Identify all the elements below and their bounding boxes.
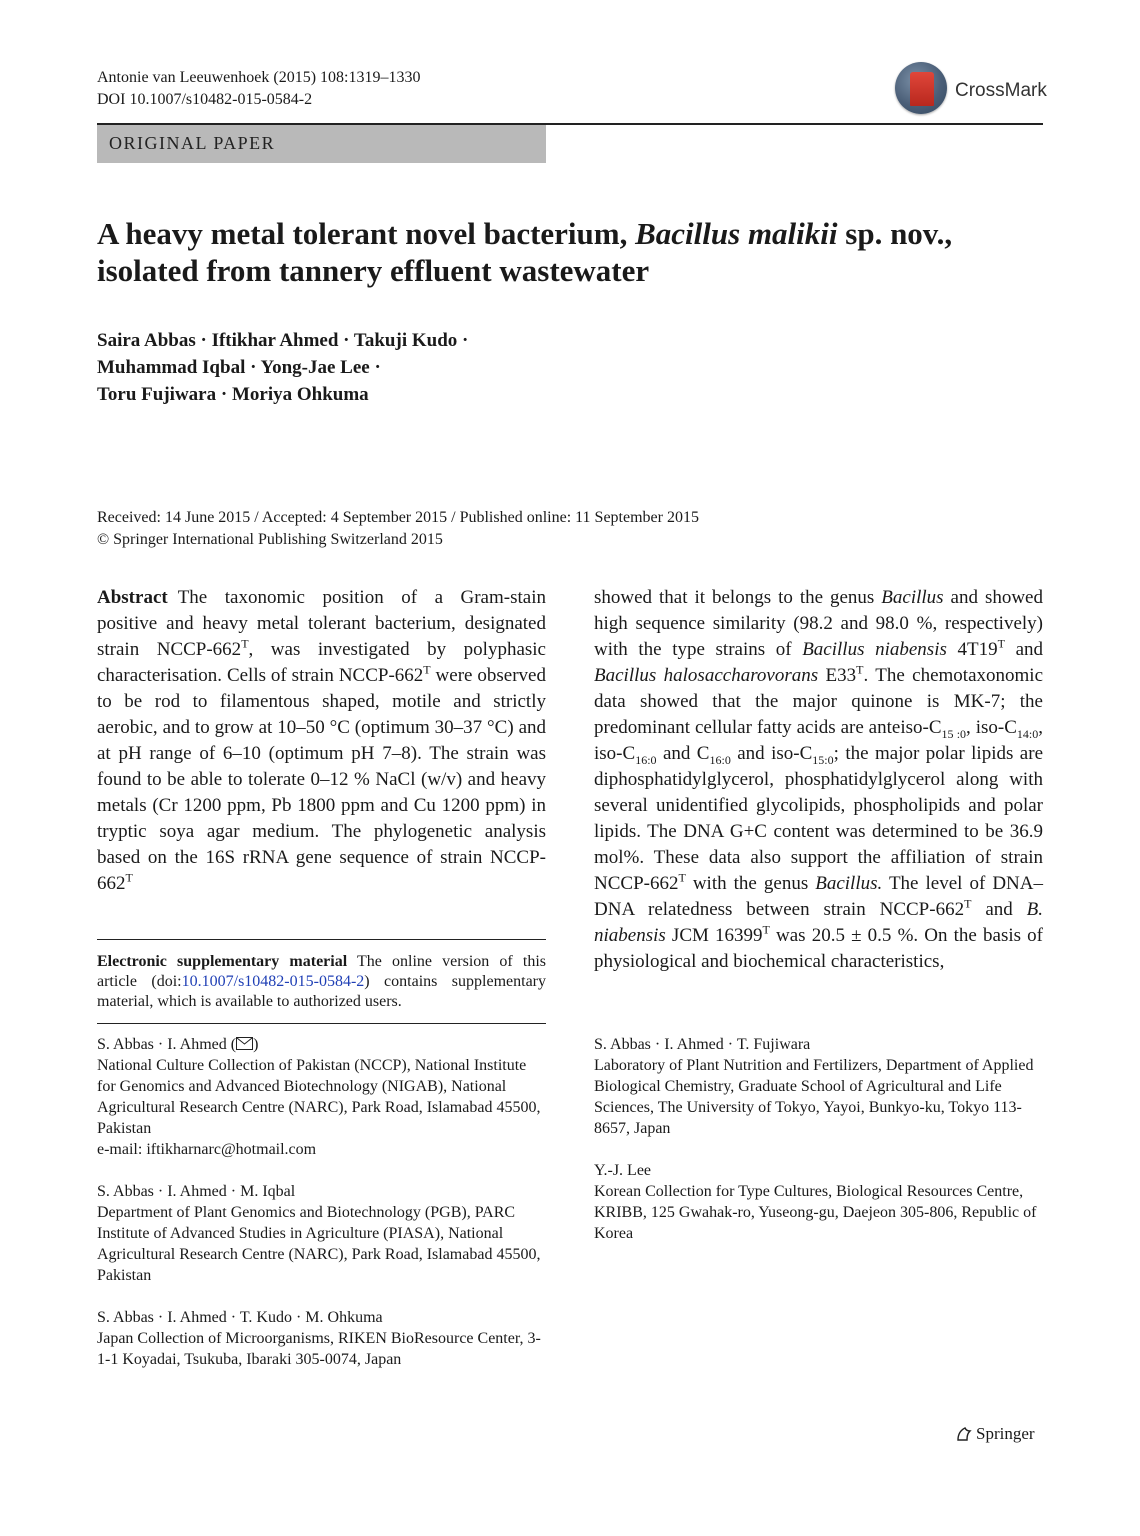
abstract-heading: Abstract (97, 587, 168, 608)
affiliation: S. Abbas · I. Ahmed ( ) National Culture Collection of Pakistan (NCCP), National Institute for Genomics and Advanced Biotechnology (NIGAB), National Agricultural Research Centre (NARC), Park Road, Islamabad 45500, Pakistan e-mail: iftikharnarc@hotmail.com (97, 1036, 541, 1158)
journal-citation (97, 67, 420, 111)
affiliation: S. Abbas · I. Ahmed · T. Fujiwara Laboratory of Plant Nutrition and Fertilizers, Department of Applied Biological Chemistry, Graduate School of Agricultural and Life Sciences, The University of Tokyo, Yayoi, Bunkyo-ku, Tokyo 113-8657, Japan (594, 1036, 1034, 1137)
affiliations-left (97, 1034, 546, 1391)
crossmark-icon (895, 62, 947, 114)
authors-line: Toru Fujiwara · Moriya Ohkuma (97, 384, 369, 405)
affiliations-right (594, 1034, 1043, 1265)
abstract-right-column: showed that it belongs to the genus Bacillus and showed high sequence similarity (98.2 and 98.0 %, respectively) with the type strains of Bacillus niabensis $4T19^T$ and Bacillus halosaccharovorans $E33^T$. The chemotaxonomic data showed that the major quinone is MK-7; the predominant cellular fatty acids are anteiso-$C_{15 :0}$, iso-$C_{14:0}$, iso-$C_{16:0}$ and $C_{16:0}$ and iso-$C_{15:0}$; the major polar lipids are diphosphatidylglycerol, phosphatidylglycerol along with several unidentified glycolipids, phospholipids and polar lipids. The DNA G+C content was determined to be 36.9 mol%. These data also support the affiliation of strain NCCP-$662^T$ with the genus Bacillus. The level of DNA–DNA relatedness between strain NCCP-$662^T$ and B. niabensis JCM $16399^T$ was 20.5 ± 0.5 %. On the basis of physiological and biochemical characteristics, (594, 587, 1044, 972)
crossmark-label: CrossMark (955, 80, 1047, 101)
springer-logo (955, 1424, 1035, 1444)
publisher-name: Springer (976, 1424, 1035, 1443)
doi-line: DOI 10.1007/s10482-015-0584-2 (97, 91, 313, 108)
author-list (97, 327, 468, 408)
affiliation: S. Abbas · I. Ahmed · M. Iqbal Department of Plant Genomics and Biotechnology (PGB), PARC Institute of Advanced Studies in Agriculture (PIASA), National Agricultural Research Centre (NARC), Park Road, Islamabad 45500, Pakistan (97, 1183, 541, 1284)
affiliation: Y.-J. Lee Korean Collection for Type Cultures, Biological Resources Centre, KRIBB, 125 Gwahak-ro, Yuseong-gu, Daejeon 305-806, Republic of Korea (594, 1162, 1037, 1242)
springer-horse-icon (955, 1425, 973, 1443)
section-label-bar (97, 125, 546, 163)
journal-line: Antonie van Leeuwenhoek (2015) 108:1319–1330 (97, 69, 421, 86)
supplementary-rule-top (97, 939, 546, 940)
authors-line: Saira Abbas · Iftikhar Ahmed · Takuji Kudo · (97, 330, 469, 351)
article-title: A heavy metal tolerant novel bacterium, Bacillus malikii sp. nov., isolated from tannery effluent wastewater (97, 216, 953, 288)
supplementary-doi-link[interactable]: 10.1007/s10482-015-0584-2 (181, 973, 365, 990)
copyright-line: © Springer International Publishing Switzerland 2015 (97, 531, 443, 548)
supplementary-note: Electronic supplementary material The online version of this article (doi:10.1007/s10482-015-0584-2) contains supplementary material, which is available to authorized users. (97, 953, 546, 1010)
contact-email[interactable]: e-mail: iftikharnarc@hotmail.com (97, 1141, 317, 1158)
supplementary-heading: Electronic supplementary material (97, 953, 348, 970)
crossmark-badge[interactable] (893, 62, 1047, 118)
envelope-icon (236, 1037, 253, 1050)
publication-dates (97, 507, 699, 551)
section-label: ORIGINAL PAPER (109, 133, 276, 153)
dates-line: Received: 14 June 2015 / Accepted: 4 September 2015 / Published online: 11 September 2015 (97, 509, 699, 526)
supplementary-rule-bottom (97, 1023, 546, 1024)
authors-line: Muhammad Iqbal · Yong-Jae Lee · (97, 357, 381, 378)
affiliation: S. Abbas · I. Ahmed · T. Kudo · M. Ohkuma Japan Collection of Microorganisms, RIKEN BioResource Center, 3-1-1 Koyadai, Tsukuba, Ibaraki 305-0074, Japan (97, 1309, 541, 1368)
abstract-left-column: Abstract The taxonomic position of a Gram-stain positive and heavy metal tolerant bacterium, designated strain NCCP-$662^T$, was investigated by polyphasic characterisation. Cells of strain NCCP-$662^T$ were observed to be rod to filamentous shaped, motile and strictly aerobic, and to grow at 10–50 °C (optimum 30–37 °C) and at pH range of 6–10 (optimum pH 7–8). The strain was found to be able to tolerate 0–12 % NaCl (w/v) and heavy metals (Cr 1200 ppm, Pb 1800 ppm and Cu 1200 ppm) in tryptic soya agar medium. The phylogenetic analysis based on the 16S rRNA gene sequence of strain NCCP-$662^T$ (97, 587, 546, 894)
